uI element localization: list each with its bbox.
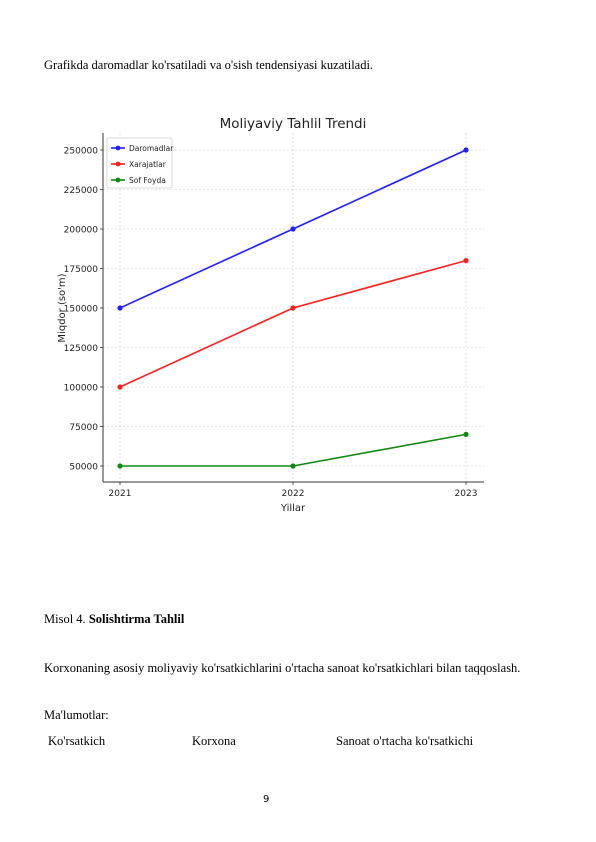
- chart-title: Moliyaviy Tahlil Trendi: [219, 116, 367, 132]
- example-title: Solishtirma Tahlil: [88, 612, 185, 626]
- table-header-company: Korxona: [192, 734, 236, 748]
- table-header-industry-average: Sanoat o'rtacha ko'rsatkichi: [336, 734, 474, 748]
- chart-y-axis-label: Miqdor (so'm): [57, 273, 68, 343]
- y-tick-label: 250000: [63, 146, 98, 157]
- example-label: Misol 4.: [44, 612, 86, 626]
- y-tick-label: 50000: [69, 462, 98, 473]
- example-heading: [44, 612, 184, 627]
- data-point: [290, 463, 295, 468]
- data-point: [117, 384, 122, 389]
- y-tick-label: 150000: [63, 304, 98, 315]
- legend-marker: [116, 162, 121, 167]
- legend-label: Xarajatlar: [129, 160, 166, 169]
- table-header-indicator: Ko'rsatkich: [48, 734, 106, 748]
- y-tick-label: 75000: [69, 423, 98, 433]
- data-point: [117, 305, 122, 310]
- chart-x-axis-label: Yillar: [280, 503, 306, 514]
- series-line-1: [120, 261, 466, 387]
- y-tick-label: 200000: [63, 225, 98, 236]
- page-number: 9: [263, 794, 270, 805]
- x-tick-label: 2021: [108, 489, 132, 499]
- legend-marker: [116, 178, 121, 183]
- data-point: [290, 305, 295, 310]
- example-paragraph: Korxonaning asosiy moliyaviy ko'rsatkichlarini o'rtacha sanoat ko'rsatkichlari bilan taqqoslash.: [44, 661, 521, 675]
- data-point: [463, 147, 468, 152]
- y-tick-label: 225000: [63, 186, 98, 196]
- data-label: Ma'lumotlar:: [44, 708, 109, 722]
- x-tick-label: 2022: [281, 489, 305, 499]
- legend-marker: [116, 146, 121, 151]
- legend-label: Sof Foyda: [129, 176, 166, 185]
- data-point: [117, 463, 122, 468]
- legend-label: Daromadlar: [129, 144, 174, 153]
- data-point: [463, 258, 468, 263]
- chart-legend: [107, 138, 174, 188]
- y-tick-label: 125000: [63, 344, 98, 354]
- y-tick-label: 100000: [63, 383, 98, 394]
- y-tick-label: 175000: [63, 265, 98, 275]
- data-point: [463, 432, 468, 437]
- x-tick-label: 2023: [454, 489, 478, 499]
- intro-text: Grafikda daromadlar ko'rsatiladi va o'sish tendensiyasi kuzatiladi.: [44, 58, 374, 72]
- data-point: [290, 226, 295, 231]
